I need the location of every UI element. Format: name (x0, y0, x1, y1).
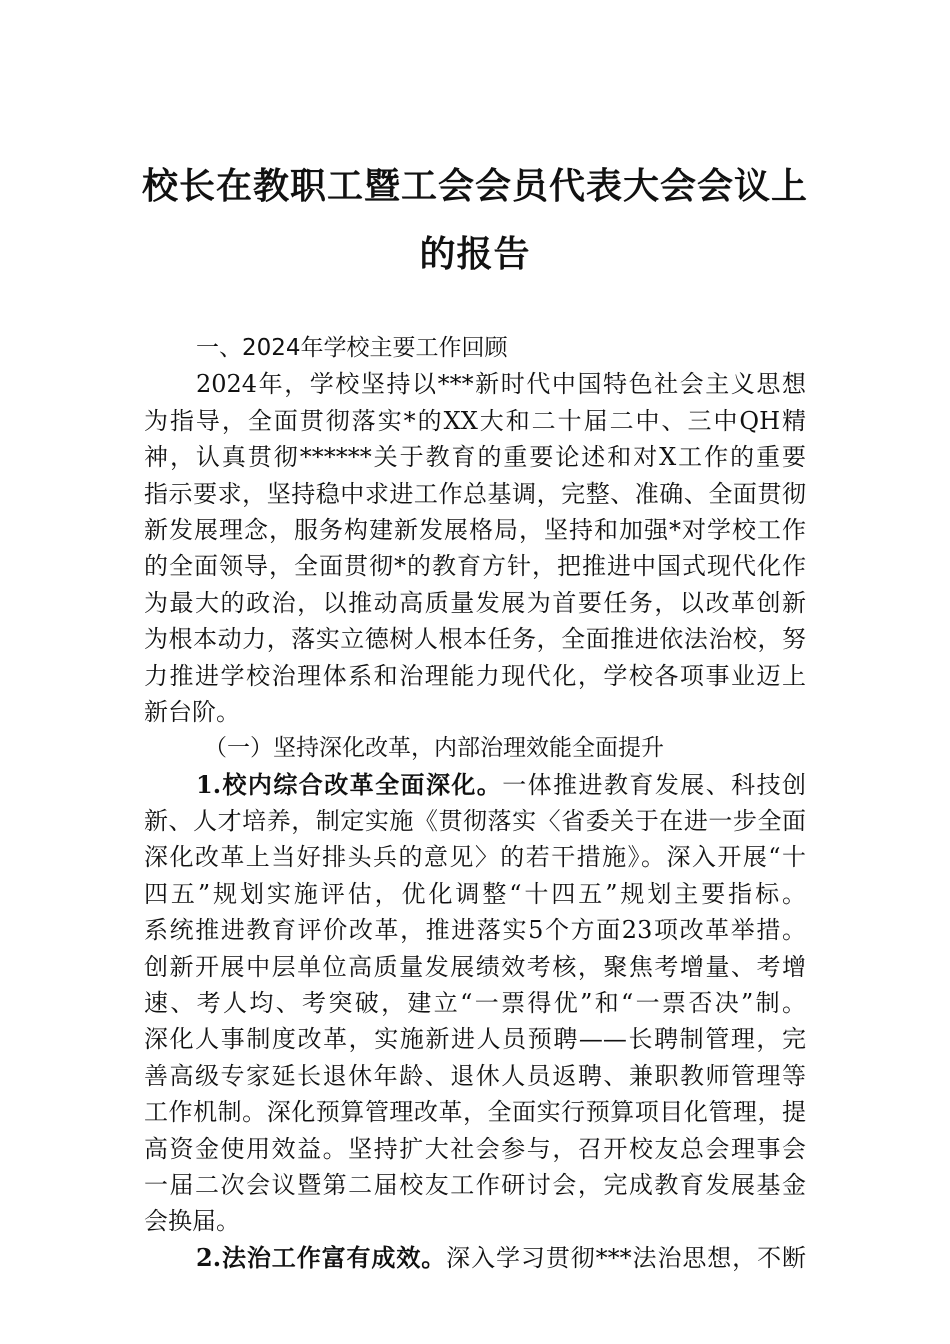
paragraph-line: 新、人才培养，制定实施《贯彻落实〈省委关于在进一步全面 (144, 807, 806, 836)
paragraph-line: 2024年，学校坚持以***新时代中国特色社会主义思想 (196, 370, 806, 399)
paragraph-line: 神，认真贯彻******关于教育的重要论述和对X工作的重要 (144, 443, 806, 472)
section-heading: 一、2024年学校主要工作回顾 (196, 335, 508, 361)
item-2-first-line-text: 深入学习贯彻***法治思想，不断 (446, 1243, 807, 1272)
paragraph-line: 速、考人均、考突破，建立“一票得优”和“一票否决”制。 (144, 989, 806, 1018)
item-2-lead: 2.法治工作富有成效。 (196, 1242, 447, 1272)
paragraph-line: 为指导，全面贯彻落实*的XX大和二十届二中、三中QH精 (144, 406, 806, 435)
subsection-heading: （一）坚持深化改革，内部治理效能全面提升 (204, 735, 664, 762)
paragraph-line: 深化人事制度改革，实施新进人员预聘——长聘制管理，完 (144, 1025, 806, 1054)
paragraph-line: 四五”规划实施评估，优化调整“十四五”规划主要指标。 (144, 879, 806, 908)
paragraph-line: 工作机制。深化预算管理改革，全面实行预算项目化管理，提 (144, 1098, 806, 1127)
paragraph-line: 一届二次会议暨第二届校友工作研讨会，完成教育发展基金 (144, 1170, 806, 1199)
paragraph-line: 指示要求，坚持稳中求进工作总基调，完整、准确、全面贯彻 (144, 479, 806, 508)
paragraph-line: 创新开展中层单位高质量发展绩效考核，聚焦考增量、考增 (144, 952, 806, 981)
paragraph-line: 为根本动力，落实立德树人根本任务，全面推进依法治校，努 (144, 625, 806, 654)
item-2-first-line (144, 1240, 806, 1276)
paragraph-line: 系统推进教育评价改革，推进落实5个方面23项改革举措。 (144, 916, 806, 945)
paragraph-line: 新台阶。 (144, 697, 240, 726)
paragraph-line: 为最大的政治，以推动高质量发展为首要任务，以改革创新 (144, 588, 806, 617)
document-body (144, 330, 806, 1276)
paragraph-line: 力推进学校治理体系和治理能力现代化，学校各项事业迈上 (144, 661, 806, 690)
paragraph-line: 高资金使用效益。坚持扩大社会参与，召开校友总会理事会 (144, 1134, 806, 1163)
document-title-line-1: 校长在教职工暨工会会员代表大会会议上 (141, 165, 808, 207)
paragraph-line: 深化改革上当好排头兵的意见〉的若干措施》。深入开展“十 (144, 843, 806, 872)
item-1-first-line (144, 767, 806, 803)
paragraph-line: 的全面领导，全面贯彻*的教育方针，把推进中国式现代化作 (144, 552, 806, 581)
paragraph-line: 会换届。 (144, 1207, 240, 1236)
paragraph-line: 新发展理念，服务构建新发展格局，坚持和加强*对学校工作 (144, 515, 806, 544)
item-1-first-line-text: 一体推进教育发展、科技创 (502, 770, 807, 799)
item-1-lead: 1.校内综合改革全面深化。 (196, 769, 503, 799)
document-title-line-2: 的报告 (419, 233, 531, 275)
paragraph-line: 善高级专家延长退休年龄、退休人员返聘、兼职教师管理等 (144, 1061, 806, 1090)
